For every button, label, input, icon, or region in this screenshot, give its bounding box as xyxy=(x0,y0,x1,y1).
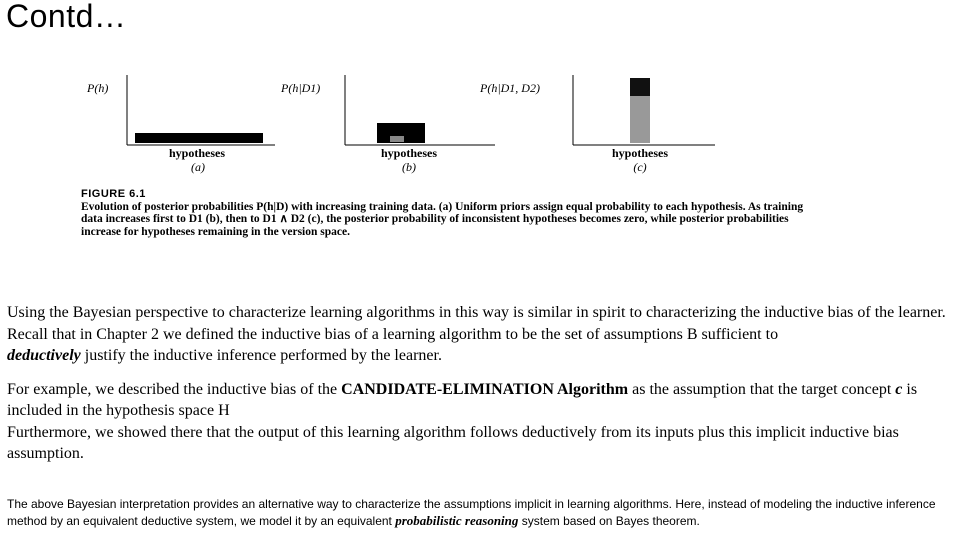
panel-b-xlabel: hypotheses xyxy=(380,146,437,160)
panel-c-sublabel: (c) xyxy=(633,160,647,174)
panel-a-plot xyxy=(127,75,275,145)
panel-c-ylabel: P(h|D1, D2) xyxy=(480,81,540,95)
panel-b-sublabel: (b) xyxy=(402,160,416,174)
panel-a-sublabel: (a) xyxy=(191,160,205,174)
concept-variable: c xyxy=(895,380,903,398)
paragraph-5 xyxy=(7,496,955,529)
figure-caption-text: Evolution of posterior probabilities P(h|D) with increasing training data. (a) Uniform priors assign equal probability to each hypothesis. As training data increases first to D1 (b), then to D1 ∧ D2 (c), the posterior probability of inconsistent hypotheses becomes zero, while posterior probabilities increase for hypotheses remaining in the version space. xyxy=(81,200,804,238)
figure-6-1 xyxy=(75,60,825,260)
paragraph-5-end: system based on Bayes theorem. xyxy=(521,513,700,528)
panel-b-plot xyxy=(345,75,495,145)
slide-title: Contd… xyxy=(6,0,127,34)
paragraph-1: Using the Bayesian perspective to characterize learning algorithms in this way is similar in spirit to characterizing the inductive bias of the learner. xyxy=(7,304,946,321)
probabilistic-reasoning-emphasis: probabilistic reasoning xyxy=(395,512,519,528)
panel-a-xlabel: hypotheses xyxy=(168,146,225,160)
paragraph-2 xyxy=(7,324,952,367)
paragraph-4: Furthermore, we showed there that the output of this learning algorithm follows deductively from its inputs plus this implicit inductive bias assumption. xyxy=(7,423,899,462)
body-text xyxy=(7,302,952,465)
panel-c-bar-top xyxy=(630,78,650,96)
paragraph-3-mid: as the assumption that the target concept xyxy=(632,380,892,398)
paragraph-5-start: The above Bayesian interpretation provides an alternative way to characterize the assumptions implicit in learning algorithms. Here, instead of modeling the inductive inference method by an equivalent deductive system, we model it by an equivalent xyxy=(7,497,936,528)
deductively-emphasis: deductively xyxy=(7,347,81,364)
panel-a-ylabel: P(h) xyxy=(87,81,109,95)
candidate-elimination-term: CANDIDATE-ELIMINATION Algorithm xyxy=(341,380,629,398)
paragraph-2-start: Recall that in Chapter 2 we defined the inductive bias of a learning algorithm to be the set of assumptions B sufficient to xyxy=(7,325,779,343)
posterior-probability-plots xyxy=(75,60,825,150)
paragraph-2-end: justify the inductive inference performed by the learner. xyxy=(84,347,442,364)
panel-c-bar-shade xyxy=(630,96,650,143)
figure-label: FIGURE 6.1 xyxy=(81,188,146,200)
panel-b-bar-shade xyxy=(390,136,404,142)
panel-b-ylabel: P(h|D1) xyxy=(281,81,321,95)
panel-c-xlabel: hypotheses xyxy=(611,146,668,160)
figure-caption xyxy=(81,188,806,238)
panel-a-uniform-bar xyxy=(135,133,263,143)
paragraph-3-end: is included in the hypothesis space H xyxy=(7,380,918,419)
paragraph-3 xyxy=(7,379,952,422)
panel-c-plot xyxy=(573,75,715,145)
paragraph-3-start: For example, we described the inductive bias of the xyxy=(7,380,338,398)
